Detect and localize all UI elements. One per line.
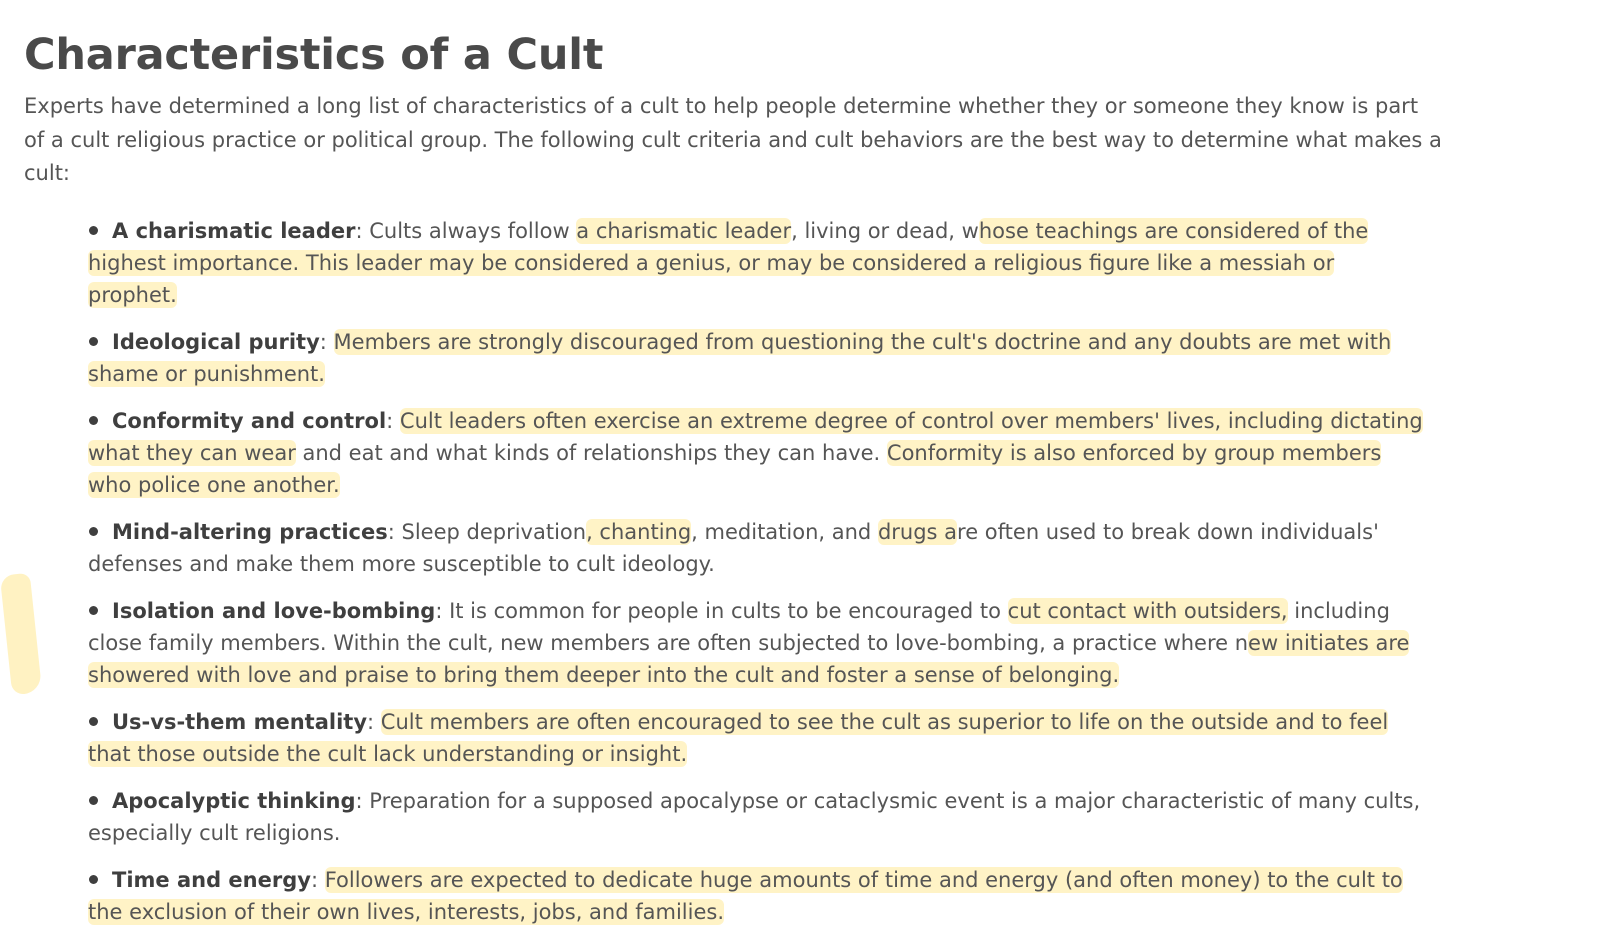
highlighted-text: ew initiates are showered with love and praise to bring them deeper into the cult and foster a sense of belonging. [88, 630, 1410, 687]
item-text: : [319, 329, 334, 354]
item-term: Mind-altering practices [112, 519, 388, 544]
bullet-icon [89, 796, 98, 805]
highlighted-text: Followers are expected to dedicate huge amounts of time and energy (and often money) to the cult to the exclusion of their own lives, interests, jobs, and families. [88, 867, 1403, 924]
item-text: : It is common for people in cults to be encouraged to [435, 598, 1008, 623]
bullet-icon [89, 226, 98, 235]
item-term: Us-vs-them mentality [112, 709, 368, 734]
item-term: Time and energy [112, 867, 311, 892]
item-term: A charismatic leader [112, 218, 356, 243]
item-text: , meditation, and [691, 519, 878, 544]
item-text: and eat and what kinds of relationships they can have. [295, 440, 887, 465]
bullet-icon [89, 717, 98, 726]
list-item-time-energy [88, 864, 1428, 928]
bullet-icon [89, 875, 98, 884]
item-term: Conformity and control [112, 408, 387, 433]
list-item-apocalyptic [88, 785, 1428, 849]
item-text: : [367, 709, 381, 734]
highlighted-text: Cult members are often encouraged to see the cult as superior to life on the outside and to feel that those outside the cult lack understanding or insight. [88, 709, 1389, 766]
item-text: : Preparation for a supposed apocalypse or cataclysmic event is a major characteristic of many cults, especially cult religions. [88, 788, 1421, 845]
bullet-icon [89, 416, 98, 425]
list-item-charismatic-leader [88, 215, 1428, 311]
list-item-ideological-purity [88, 326, 1428, 390]
item-text: : [310, 867, 325, 892]
criteria-list [24, 215, 1428, 928]
item-term: Isolation and love-bombing [112, 598, 436, 623]
bullet-icon [89, 527, 98, 536]
bullet-icon [89, 606, 98, 615]
list-item-isolation [88, 595, 1428, 691]
highlighted-text: Members are strongly discouraged from questioning the cult's doctrine and any doubts are met with shame or punishment. [88, 329, 1392, 386]
item-term: Apocalyptic thinking [112, 788, 356, 813]
list-item-us-vs-them [88, 706, 1428, 770]
list-item-conformity-control [88, 405, 1428, 501]
highlighted-text: hose teachings are considered of the highest importance. This leader may be considered a genius, or may be considered a religious figure like a messiah or prophet. [88, 218, 1369, 307]
item-text: : Sleep deprivation [387, 519, 587, 544]
item-text: : Cults always follow [355, 218, 577, 243]
highlighted-text: , chanting [586, 519, 692, 544]
highlighted-text: Conformity is also enforced by group members who police one another. [88, 440, 1382, 497]
item-text: re often used to break down individuals' defenses and make them more susceptible to cult ideology. [88, 519, 1379, 576]
item-text: , living or dead, w [791, 218, 979, 243]
item-text: : [386, 408, 400, 433]
highlighted-text: Cult leaders often exercise an extreme degree of control over members' lives, including dictating what they can wear [88, 408, 1423, 465]
highlighted-text: a charismatic leader [576, 218, 792, 243]
article-intro: Experts have determined a long list of characteristics of a cult to help people determine whether they or someone they know is part of a cult religious practice or political group. The following cult criteria and cult behaviors are the best way to determine what makes a cult: [24, 94, 1442, 185]
highlighted-text: drugs a [877, 519, 958, 544]
highlighted-text: cut contact with outsiders, [1007, 598, 1288, 623]
article-title: Characteristics of a Cult [24, 30, 604, 80]
list-item-mind-altering [88, 516, 1428, 580]
bullet-icon [89, 337, 98, 346]
item-text: including close family members. Within the cult, new members are often subjected to love-bombing, a practice where n [88, 598, 1390, 655]
item-term: Ideological purity [112, 329, 320, 354]
